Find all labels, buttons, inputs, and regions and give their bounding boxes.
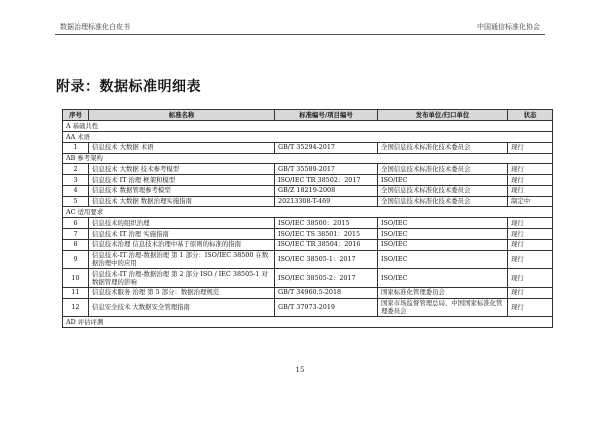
standard-code: GB/T 34960.5-2018 [275,287,378,298]
standard-name: 信息安全技术 大数据安全管理指南 [89,298,275,317]
standard-name: 信息技术 大数据 术语 [89,142,275,153]
standard-code: ISO/IEC 38500：2015 [275,218,378,229]
row-number: 10 [63,269,89,288]
issuing-unit: 国家标准化管理委员会 [378,287,508,298]
issuing-unit: 全国信息技术标准化技术委员会 [378,196,508,207]
status: 制定中 [508,196,553,207]
status: 现行 [508,269,553,288]
table-row [63,142,553,153]
standards-table [62,109,553,328]
standard-name: 信息技术治理 信息技术治理中基于原则的标准的指南 [89,239,275,250]
table-row [63,298,553,317]
row-number: 5 [63,196,89,207]
status: 现行 [508,229,553,240]
col-header-code: 标准编号/项目编号 [275,110,378,121]
status: 现行 [508,298,553,317]
page-number: 15 [295,366,305,374]
standard-name: 信息技术服务 治理 第 5 部分：数据治理规范 [89,287,275,298]
row-number: 8 [63,239,89,250]
standard-code: GB/T 37973-2019 [275,298,378,317]
issuing-unit: ISO/IEC [378,239,508,250]
table-row [63,229,553,240]
standard-code: 20213308-T-469 [275,196,378,207]
standard-name: 信息技术-IT 治理-数据治理 第 1 部分：ISO/IEC 38500 在数据治理中的应用 [89,250,275,269]
status: 现行 [508,287,553,298]
table-row [63,164,553,175]
section-label: A 基础共性 [63,121,553,132]
table-row [63,175,553,186]
table-row [63,185,553,196]
standard-code: ISO/IEC TR 38502：2017 [275,175,378,186]
standard-code: GB/T 35589-2017 [275,164,378,175]
status: 现行 [508,250,553,269]
standard-name: 信息技术 IT 治理 框架和模型 [89,175,275,186]
table-row [63,239,553,250]
status: 现行 [508,185,553,196]
standard-name: 信息技术的组织治理 [89,218,275,229]
table-row [63,250,553,269]
row-number: 12 [63,298,89,317]
issuing-unit: 全国信息技术标准化技术委员会 [378,185,508,196]
row-number: 11 [63,287,89,298]
col-header-unit: 发布单位/归口单位 [378,110,508,121]
section-row [63,121,553,132]
section-label: AD 评估评测 [63,317,553,328]
standard-name: 信息技术 数据管理参考模型 [89,185,275,196]
row-number: 9 [63,250,89,269]
row-number: 6 [63,218,89,229]
row-number: 3 [63,175,89,186]
row-number: 4 [63,185,89,196]
status: 现行 [508,239,553,250]
standard-code: ISO/IEC 38505-1：2017 [275,250,378,269]
issuing-unit: ISO/IEC [378,269,508,288]
section-label: AB 参考架构 [63,153,553,164]
status: 现行 [508,142,553,153]
running-header-right: 中国通信标准化协会 [477,23,540,31]
issuing-unit: ISO/IEC [378,250,508,269]
section-label: AC 适用要求 [63,207,553,218]
status: 现行 [508,218,553,229]
section-label: AA 术语 [63,131,553,142]
standard-name: 信息技术 大数据 技术参考模型 [89,164,275,175]
standard-name: 信息技术 IT 治理 实施指南 [89,229,275,240]
header-rule [55,34,545,35]
section-row [63,317,553,328]
standard-code: GB/T 35294-2017 [275,142,378,153]
standard-code: ISO/IEC 38505-2：2017 [275,269,378,288]
row-number: 1 [63,142,89,153]
table-row [63,287,553,298]
table-row [63,218,553,229]
running-header-left: 数据治理标准化白皮书 [60,23,130,31]
section-row [63,131,553,142]
standard-code: ISO/IEC TS 38501：2015 [275,229,378,240]
table-header-row [63,110,553,121]
table-row [63,269,553,288]
issuing-unit: ISO/IEC [378,218,508,229]
section-row [63,153,553,164]
issuing-unit: 全国信息技术标准化技术委员会 [378,164,508,175]
status: 现行 [508,175,553,186]
col-header-status: 状态 [508,110,553,121]
standard-code: GB/Z 18219-2008 [275,185,378,196]
issuing-unit: 国家市场监督管理总局、中国国家标准化管理委员会 [378,298,508,317]
col-header-number: 序号 [63,110,89,121]
section-row [63,207,553,218]
row-number: 7 [63,229,89,240]
table-row [63,196,553,207]
col-header-name: 标准名称 [89,110,275,121]
issuing-unit: 全国信息技术标准化技术委员会 [378,142,508,153]
standard-code: ISO/IEC TR 38504：2016 [275,239,378,250]
standard-name: 信息技术-IT 治理-数据治理 第 2 部分 ISO / IEC 38505-1 对数据管理的影响 [89,269,275,288]
issuing-unit: ISO/IEC [378,229,508,240]
table-body [63,121,553,328]
page-title: 附录：数据标准明细表 [56,79,201,95]
issuing-unit: ISO/IEC [378,175,508,186]
standard-name: 信息技术 大数据 数据治理实施指南 [89,196,275,207]
row-number: 2 [63,164,89,175]
status: 现行 [508,164,553,175]
